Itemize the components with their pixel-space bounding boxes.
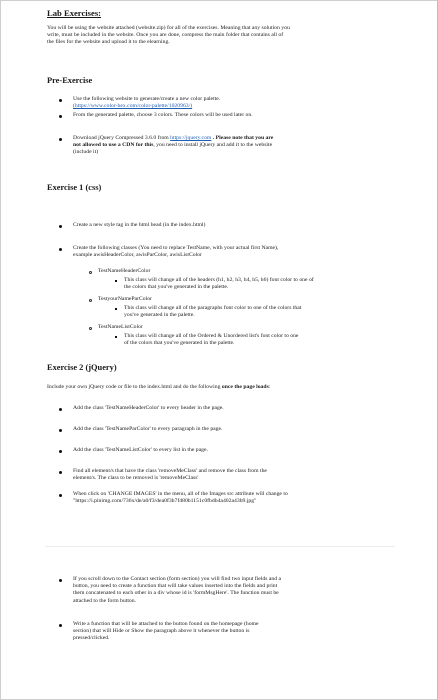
jquery-note: . Please note that you are: [211, 135, 274, 141]
square-bullet-icon: [115, 336, 117, 338]
class-desc-line: the colors that you've generated in the palette.: [124, 284, 229, 291]
class-desc-line: of the colors that you've generated in the palette.: [124, 340, 235, 347]
bullet-icon: [59, 450, 62, 453]
exercise2-heading: Exercise 2 (jQuery): [47, 363, 117, 372]
bullet-icon: [59, 429, 62, 432]
bullet-icon: [59, 624, 62, 627]
pre-exercise-item-colors: From the generated palette, choose 3 colors. These colors will be used later on.: [73, 112, 253, 118]
change-images-line: When click on 'CHANGE IMAGES' in the menu, all of the Images src attribute will change to: [73, 491, 288, 497]
remove-class-line: Find all element/s that have the class 'removeMeClass' and remove the class from the: [73, 468, 267, 474]
bullet-icon: [59, 138, 62, 141]
exercise1-heading: Exercise 1 (css): [47, 183, 102, 192]
exercise2-intro-text: Include your own jQuery code or file to the index.html and do the following: [47, 384, 222, 390]
bullet-icon: [59, 579, 62, 582]
jquery-include: (include it): [73, 149, 99, 156]
exercise2-item-contact-form: [73, 576, 423, 605]
exercise1-item-style-tag: Create a new style tag in the html head (in the index.html): [73, 222, 206, 228]
exercise2-item-par-class: Add the class 'TestNameParColor' to every paragraph in the page.: [73, 426, 223, 432]
exercise1-item-classes: [73, 245, 418, 259]
contact-form-line: button, you need to create a function that will take values inserted into the fields and print: [73, 583, 278, 590]
class-desc-list: [124, 333, 424, 347]
bullet-icon: [59, 115, 62, 118]
intro-paragraph: [47, 25, 407, 47]
class-desc-line: This class will change all of the headers (h1, h2, h3, h4, h5, h6) font color to one of: [124, 277, 314, 283]
circle-bullet-icon: [89, 327, 92, 330]
exercise2-item-toggle-paragraph: [73, 621, 418, 643]
class-name-header: TestNameHeaderColor: [98, 268, 151, 274]
contact-form-line: attached to the form button.: [73, 597, 137, 604]
pre-item-line: Use the following website to generate/create a new color palette.: [73, 96, 221, 102]
circle-bullet-icon: [89, 271, 92, 274]
exercise2-intro-colon: :: [268, 384, 271, 390]
class-desc-line: This class will change all of the Ordered & Unordered list's font color to one: [124, 333, 299, 339]
class-desc-paragraph: [124, 305, 424, 319]
exercise2-item-remove-class: [73, 468, 418, 482]
exercise2-intro: [47, 384, 417, 391]
color-hex-link[interactable]: (https://www.color-hex.com/color-palette/1020963/): [73, 103, 193, 110]
square-bullet-icon: [115, 308, 117, 310]
exercise2-intro-bold: once the page loads: [221, 384, 269, 390]
section-divider: [45, 546, 395, 547]
classes-line: Create the following classes (You need to replace TestName, with your actual first Name),: [73, 245, 279, 251]
pre-exercise-heading: Pre-Exercise: [47, 76, 93, 85]
square-bullet-icon: [115, 280, 117, 282]
cdn-warning: not allowed to use a CDN for this: [73, 142, 154, 149]
class-desc-header: [124, 277, 424, 291]
exercise2-item-list-class: Add the class 'TestNameListColor' to every list in the page.: [73, 447, 208, 453]
remove-class-line: element/s. The class to be removed is 'removeMeClass': [73, 475, 199, 482]
exercise2-item-header-class: Add the class 'TestNameHeaderColor' to every header in the page.: [73, 405, 224, 411]
bullet-icon: [59, 471, 62, 474]
contact-form-line: If you scroll down to the Contact section (form section) you will find two input fields and a: [73, 576, 282, 582]
classes-line: example awisHeaderColor, awisParColor, awisListColor: [73, 252, 202, 259]
circle-bullet-icon: [89, 299, 92, 302]
intro-line: the files for the website and upload it to the elearning.: [47, 39, 170, 46]
bullet-icon: [59, 248, 62, 251]
toggle-line: pressed/clicked.: [73, 635, 110, 642]
contact-form-line: them concatenated to each other in a div whose id is 'formMsgHere'. The function must be: [73, 590, 279, 597]
intro-line: You will be using the website attached (website.zip) for all of the exercises. Meaning that any solution you: [47, 25, 290, 31]
intro-line: write, must be included in the website. Once you are done, compress the main folder that contains all of: [47, 32, 284, 39]
class-desc-line: This class will change all of the paragraphs font color to one of the colors that: [124, 305, 302, 311]
class-name-paragraph: TestyourNameParColor: [98, 296, 152, 302]
bullet-icon: [59, 494, 62, 497]
pre-exercise-item-palette: [73, 96, 413, 110]
class-name-list: TestNameListColor: [98, 324, 143, 330]
page-title: Lab Exercises:: [47, 8, 102, 18]
bullet-icon: [59, 225, 62, 228]
bullet-icon: [59, 99, 62, 102]
exercise2-item-change-images: [73, 491, 423, 505]
bullet-icon: [59, 408, 62, 411]
image-url: "https://i.pinimg.com/736x/de/a0/f3/dea0f3b7f480b1151c0fbdb4a402a43b9.jpg": [73, 498, 257, 505]
jquery-prefix: Download jQuery Compressed 3.6.0 from: [73, 135, 171, 141]
class-desc-line: you've generated in the palette.: [124, 312, 195, 319]
pre-exercise-item-jquery: [73, 135, 418, 157]
toggle-line: section) that will Hide or Show the paragraph above it whenever the button is: [73, 628, 250, 635]
cdn-rest: , you need to install jQuery and add it to the website: [153, 142, 273, 149]
toggle-line: Write a function that will be attached to the button found on the homepage (home: [73, 621, 259, 627]
jquery-link[interactable]: https://jquery.com: [170, 135, 212, 141]
